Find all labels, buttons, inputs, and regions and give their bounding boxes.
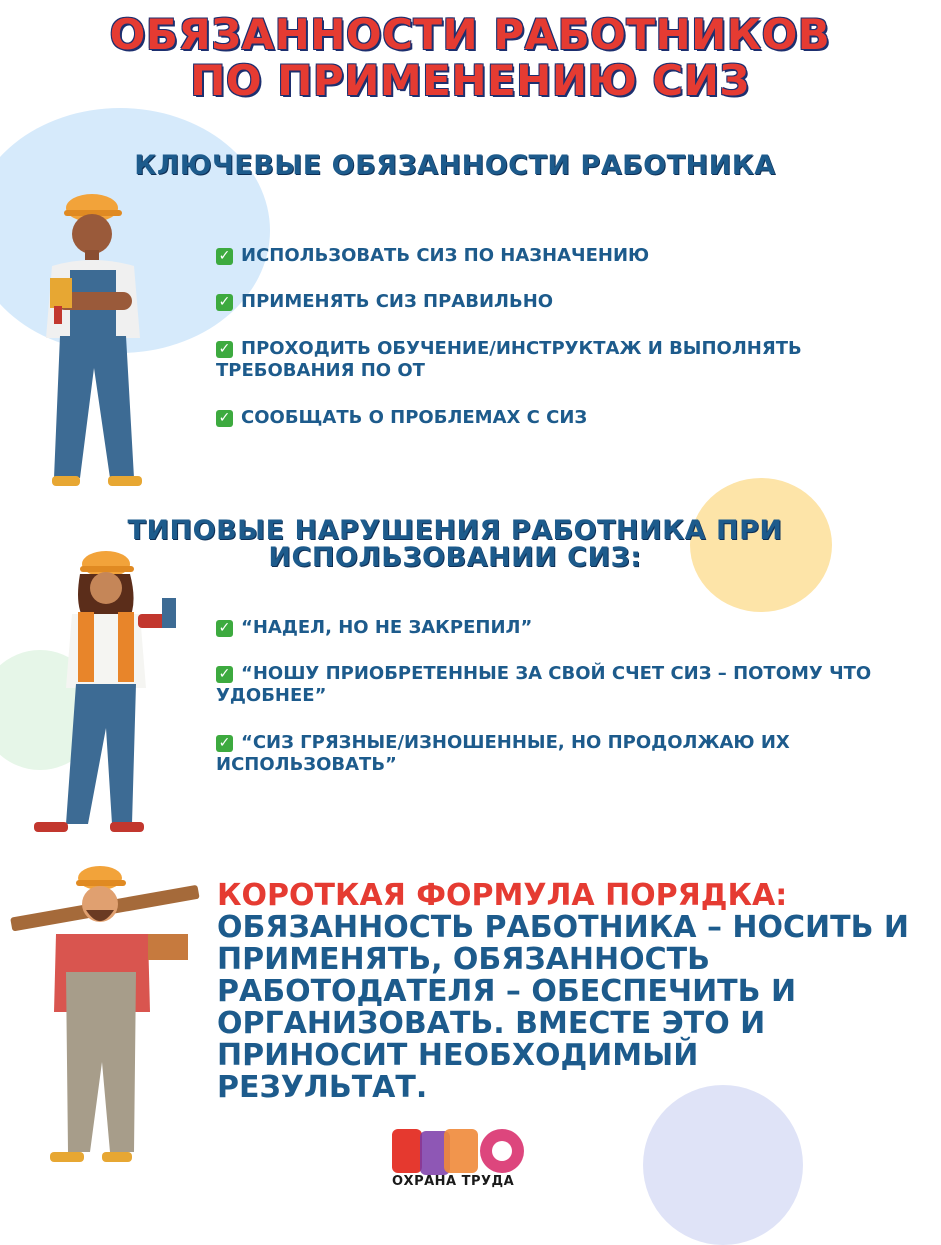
decor-circle-lavender: [643, 1085, 803, 1245]
check-mark-icon: ✓: [216, 620, 233, 637]
worker-with-drill-illustration: [30, 188, 160, 503]
check-mark-icon: ✓: [216, 248, 233, 265]
check-mark-icon: ✓: [216, 294, 233, 311]
brand-logo-caption: ОХРАНА ТРУДА: [392, 1174, 515, 1189]
section1-heading: КЛЮЧЕВЫЕ ОБЯЗАННОСТИ РАБОТНИКА: [134, 150, 776, 181]
violation-item-2: ✓ “НОШУ ПРИОБРЕТЕННЫЕ ЗА СВОЙ СЧЕТ СИЗ – ПОТОМУ ЧТО УДОБНЕЕ”: [216, 663, 872, 706]
formula-text: ОБЯЗАННОСТЬ РАБОТНИКА – НОСИТЬ И ПРИМЕНЯТЬ, ОБЯЗАННОСТЬ РАБОТОДАТЕЛЯ – ОБЕСПЕЧИТЬ И ОРГАНИЗОВАТЬ. ВМЕСТЕ ЭТО И ПРИНОСИТ НЕОБХОДИМЫЙ РЕЗУЛЬТАТ.: [217, 910, 910, 1105]
formula-block: [217, 880, 917, 1104]
check-mark-icon: ✓: [216, 735, 233, 752]
duty-item-4: ✓ СООБЩАТЬ О ПРОБЛЕМАХ С СИЗ: [216, 407, 886, 429]
title-line-1: ОБЯЗАННОСТИ РАБОТНИКОВ: [109, 10, 831, 59]
page-title: [20, 12, 920, 104]
formula-lead: КОРОТКАЯ ФОРМУЛА ПОРЯДКА:: [217, 878, 788, 913]
violation-item-3: ✓ “СИЗ ГРЯЗНЫЕ/ИЗНОШЕННЫЕ, НО ПРОДОЛЖАЮ ИХ ИСПОЛЬЗОВАТЬ”: [216, 732, 790, 775]
section2-heading-line-2: ИСПОЛЬЗОВАНИИ СИЗ:: [268, 542, 642, 573]
worker-with-plank-illustration: [0, 862, 200, 1167]
check-mark-icon: ✓: [216, 666, 233, 683]
female-worker-illustration: [30, 548, 190, 846]
duty-item-3: ✓ ПРОХОДИТЬ ОБУЧЕНИЕ/ИНСТРУКТАЖ И ВЫПОЛНЯТЬ ТРЕБОВАНИЯ ПО ОТ: [216, 338, 802, 381]
duty-item-1: ✓ ИСПОЛЬЗОВАТЬ СИЗ ПО НАЗНАЧЕНИЮ: [216, 245, 886, 267]
section2-heading-line-1: ТИПОВЫЕ НАРУШЕНИЯ РАБОТНИКА ПРИ: [127, 515, 783, 546]
title-line-2: ПО ПРИМЕНЕНИЮ СИЗ: [190, 56, 750, 105]
violation-item-1: ✓ “НАДЕЛ, НО НЕ ЗАКРЕПИЛ”: [216, 617, 886, 639]
check-mark-icon: ✓: [216, 410, 233, 427]
check-mark-icon: ✓: [216, 341, 233, 358]
duty-item-2: ✓ ПРИМЕНЯТЬ СИЗ ПРАВИЛЬНО: [216, 291, 886, 313]
